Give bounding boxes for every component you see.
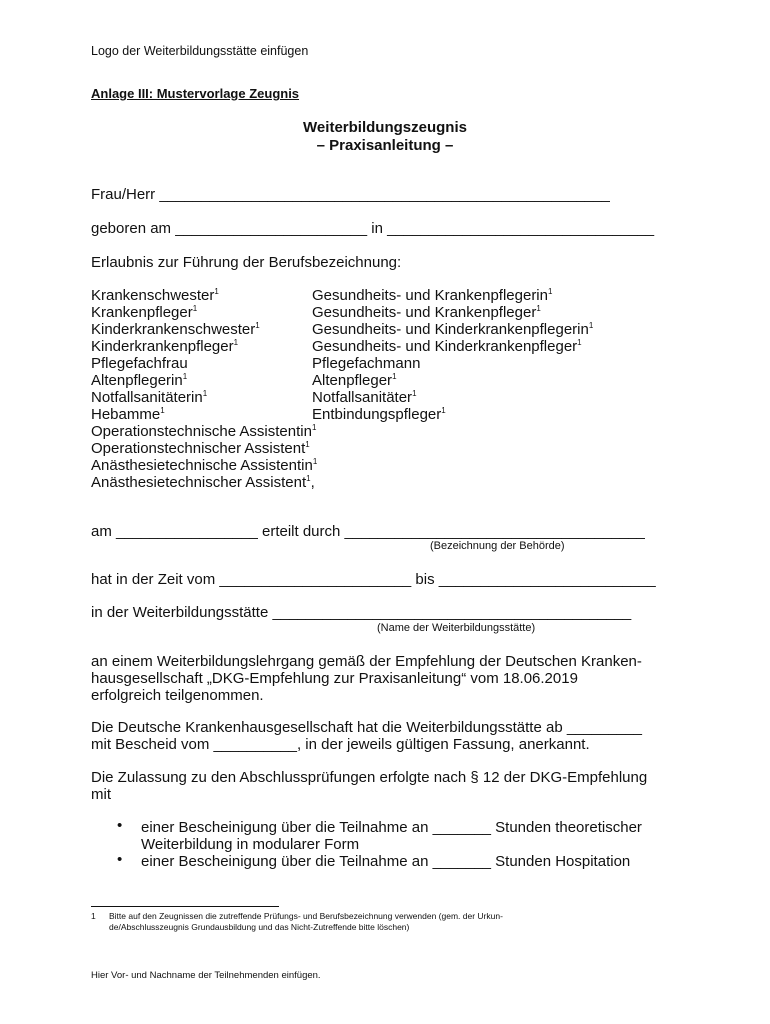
paragraph-line: Die Zulassung zu den Abschlussprüfungen erfolgte nach § 12 der DKG-Empfehlung — [91, 769, 648, 786]
paragraph-line: hausgesellschaft „DKG-Empfehlung zur Praxisanleitung“ vom 18.06.2019 — [91, 670, 578, 687]
footnote-reference: 1 — [192, 304, 198, 313]
bullet-item — [141, 853, 630, 870]
paragraph-recognition — [91, 719, 642, 753]
profession-item — [91, 372, 187, 389]
name-field-line: Frau/Herr ______________________________________________________ — [91, 186, 610, 203]
title-line-2: – Praxisanleitung – — [316, 137, 454, 154]
profession-item — [91, 304, 197, 321]
paragraph-completion — [91, 653, 642, 704]
footnote-reference: 1 — [202, 389, 208, 398]
paragraph-line: Die Deutsche Krankenhausgesellschaft hat die Weiterbildungsstätte ab _________ — [91, 719, 642, 736]
footnote-reference: 1 — [312, 457, 318, 466]
footnote-reference: 1 — [306, 474, 311, 483]
bullet-dot-icon: • — [117, 851, 123, 868]
footnote-reference: 1 — [214, 287, 219, 296]
profession-item — [91, 440, 310, 457]
footnote-reference: 1 — [311, 423, 317, 432]
profession-label: Altenpflegerin — [91, 372, 183, 389]
permission-heading: Erlaubnis zur Führung der Berufsbezeichnung: — [91, 254, 402, 271]
footnote-marker: 1 — [91, 911, 96, 921]
profession-item — [91, 457, 317, 474]
profession-label: Pflegefachfrau — [91, 355, 188, 372]
profession-label: Pflegefachmann — [312, 355, 421, 372]
profession-label: Altenpfleger — [312, 372, 393, 389]
facility-line: in der Weiterbildungsstätte ___________________________________________ — [91, 604, 632, 621]
profession-item — [312, 372, 397, 389]
footnote-text — [109, 911, 503, 933]
profession-item — [312, 355, 420, 372]
footnote-line: de/Abschlusszeugnis Grundausbildung und das Nicht-Zutreffende bitte löschen) — [109, 922, 410, 932]
profession-item — [312, 287, 552, 304]
profession-label: Gesundheits- und Kinderkrankenpflegerin — [312, 321, 589, 338]
profession-label: Anästhesietechnische Assistentin — [91, 457, 313, 474]
period-line: hat in der Zeit vom _______________________ bis __________________________ — [91, 571, 656, 588]
bullet-dot-icon: • — [117, 817, 123, 834]
profession-label: Anästhesietechnischer Assistent — [91, 474, 307, 491]
profession-item — [91, 355, 188, 372]
paragraph-line: mit — [91, 786, 111, 803]
profession-item — [91, 287, 219, 304]
facility-caption: (Name der Weiterbildungsstätte) — [377, 622, 536, 634]
logo-placeholder: Logo der Weiterbildungsstätte einfügen — [91, 44, 309, 58]
annex-title: Anlage III: Mustervorlage Zeugnis — [91, 86, 300, 101]
profession-label: Operationstechnische Assistentin — [91, 423, 312, 440]
profession-item — [312, 389, 417, 406]
footnote-reference: 1 — [548, 287, 553, 296]
profession-item — [312, 406, 446, 423]
footer-note: Hier Vor- und Nachname der Teilnehmenden einfügen. — [91, 970, 321, 981]
profession-item — [91, 423, 316, 440]
bullet-line: einer Bescheinigung über die Teilnahme an _______ Stunden Hospitation — [141, 853, 631, 870]
profession-item — [312, 338, 582, 355]
profession-label: Gesundheits- und Krankenpfleger — [312, 304, 537, 321]
profession-label: Kinderkrankenschwester — [91, 321, 256, 338]
bullet-line: einer Bescheinigung über die Teilnahme an _______ Stunden theoretischer — [141, 819, 642, 836]
profession-label: Operationstechnischer Assistent — [91, 440, 306, 457]
footnote-reference: 1 — [392, 372, 397, 381]
profession-label: Krankenschwester — [91, 287, 215, 304]
footnote-reference: 1 — [536, 304, 541, 313]
footnote-reference: 1 — [160, 406, 165, 415]
profession-label: Notfallsanitäter — [312, 389, 413, 406]
profession-item — [91, 389, 207, 406]
footnote-line: Bitte auf den Zeugnissen die zutreffende Prüfungs- und Berufsbezeichnung verwenden (gem. der Urkun- — [109, 911, 503, 921]
footnote-reference: 1 — [182, 372, 188, 381]
paragraph-line: erfolgreich teilgenommen. — [91, 687, 264, 704]
profession-item — [91, 338, 238, 355]
profession-label: Notfallsanitäterin — [91, 389, 203, 406]
footnote-reference: 1 — [255, 321, 260, 330]
footnote-reference: 1 — [305, 440, 310, 449]
footnote-reference: 1 — [441, 406, 446, 415]
profession-label: Krankenpfleger — [91, 304, 193, 321]
footnote-reference: 1 — [588, 321, 594, 330]
title-line-1: Weiterbildungszeugnis — [303, 119, 467, 136]
profession-item — [91, 474, 315, 491]
trailing-punctuation: , — [310, 474, 315, 491]
birth-field-line: geboren am _______________________ in ________________________________ — [91, 220, 655, 237]
footnote-reference: 1 — [412, 389, 417, 398]
issuance-line: am _________________ erteilt durch ____________________________________ — [91, 523, 645, 540]
profession-item — [91, 321, 260, 338]
profession-item — [312, 304, 541, 321]
paragraph-line: mit Bescheid vom __________, in der jeweils gültigen Fassung, anerkannt. — [91, 736, 590, 753]
profession-label: Kinderkrankenpfleger — [91, 338, 234, 355]
profession-label: Gesundheits- und Kinderkrankenpfleger — [312, 338, 578, 355]
profession-item — [312, 321, 593, 338]
profession-label: Gesundheits- und Krankenpflegerin — [312, 287, 548, 304]
footnote-reference: 1 — [233, 338, 239, 347]
footnote-reference: 1 — [577, 338, 582, 347]
document-title — [0, 119, 770, 155]
bullet-line: Weiterbildung in modularer Form — [141, 836, 360, 853]
authority-caption: (Bezeichnung der Behörde) — [430, 540, 565, 552]
footnote-rule — [91, 906, 279, 907]
bullet-item — [141, 819, 642, 853]
profession-label: Entbindungspfleger — [312, 406, 442, 423]
profession-label: Hebamme — [91, 406, 161, 423]
paragraph-admission — [91, 769, 647, 803]
paragraph-line: an einem Weiterbildungslehrgang gemäß der Empfehlung der Deutschen Kranken- — [91, 653, 642, 670]
profession-item — [91, 406, 165, 423]
